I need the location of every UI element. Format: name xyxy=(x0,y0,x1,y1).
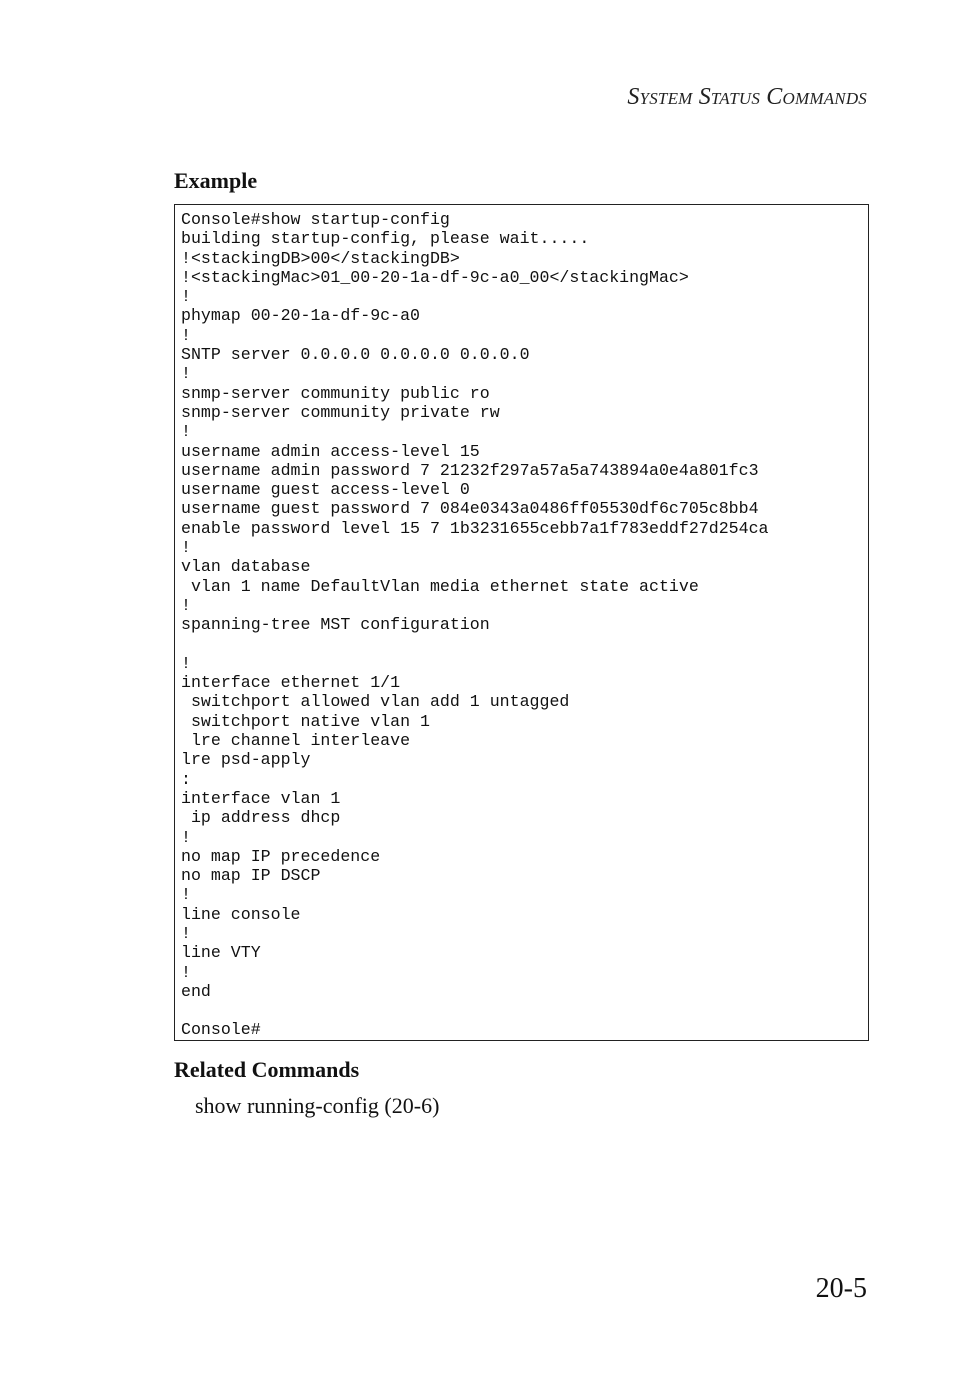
code-line: username admin access-level 15 xyxy=(181,441,480,461)
code-line: line console xyxy=(181,904,301,924)
code-line: building startup-config, please wait..... xyxy=(181,229,590,249)
code-line: vlan database xyxy=(181,557,311,577)
code-line: switchport allowed vlan add 1 untagged xyxy=(181,692,570,712)
code-line: ! xyxy=(181,827,191,847)
related-commands-heading: Related Commands xyxy=(174,1057,360,1082)
code-line: snmp-server community private rw xyxy=(181,402,500,422)
code-line: ! xyxy=(181,422,191,442)
code-line: enable password level 15 7 1b3231655cebb7a1f783eddf27d254ca xyxy=(181,518,769,538)
code-line xyxy=(181,1001,868,1020)
code-example-box xyxy=(174,204,869,1041)
code-line: ! xyxy=(181,538,191,558)
code-line: snmp-server community public ro xyxy=(181,383,490,403)
code-line: interface ethernet 1/1 xyxy=(181,673,401,693)
code-line: interface vlan 1 xyxy=(181,788,341,808)
code-line: Console#show startup-config xyxy=(181,210,450,229)
code-line: ! xyxy=(181,885,191,905)
code-line: ip address dhcp xyxy=(181,808,341,828)
example-heading: Example xyxy=(174,168,258,193)
code-line: !<stackingMac>01_00-20-1a-df-9c-a0_00</stackingMac> xyxy=(181,267,689,287)
code-line: ! xyxy=(181,287,191,307)
code-line: username admin password 7 21232f297a57a5a743894a0e4a801fc3 xyxy=(181,460,759,480)
code-line: vlan 1 name DefaultVlan media ethernet state active xyxy=(181,576,699,596)
code-line: ! xyxy=(181,962,191,982)
code-line: SNTP server 0.0.0.0 0.0.0.0 0.0.0.0 xyxy=(181,345,530,365)
code-line: Console# xyxy=(181,1020,261,1040)
code-line: spanning-tree MST configuration xyxy=(181,615,490,635)
code-line: end xyxy=(181,981,211,1001)
code-line: ! xyxy=(181,923,191,943)
running-header: System Status Commands xyxy=(627,84,867,110)
code-line: no map IP precedence xyxy=(181,846,381,866)
code-line: phymap 00-20-1a-df-9c-a0 xyxy=(181,306,420,326)
code-line xyxy=(181,635,868,654)
code-line: ! xyxy=(181,595,191,615)
code-line: lre psd-apply xyxy=(181,750,311,770)
code-line: !<stackingDB>00</stackingDB> xyxy=(181,248,460,268)
code-line: no map IP DSCP xyxy=(181,866,321,886)
code-line: ! xyxy=(181,653,191,673)
code-line: username guest password 7 084e0343a0486ff05530df6c705c8bb4 xyxy=(181,499,759,519)
code-line: : xyxy=(181,769,191,789)
code-line: switchport native vlan 1 xyxy=(181,711,430,731)
related-command-item: show running-config (20-6) xyxy=(195,1093,440,1118)
code-line: ! xyxy=(181,364,191,384)
code-line: lre channel interleave xyxy=(181,731,411,751)
code-line: ! xyxy=(181,325,191,345)
code-line: line VTY xyxy=(181,943,261,963)
page-number: 20-5 xyxy=(815,1273,867,1304)
code-line: username guest access-level 0 xyxy=(181,480,470,500)
